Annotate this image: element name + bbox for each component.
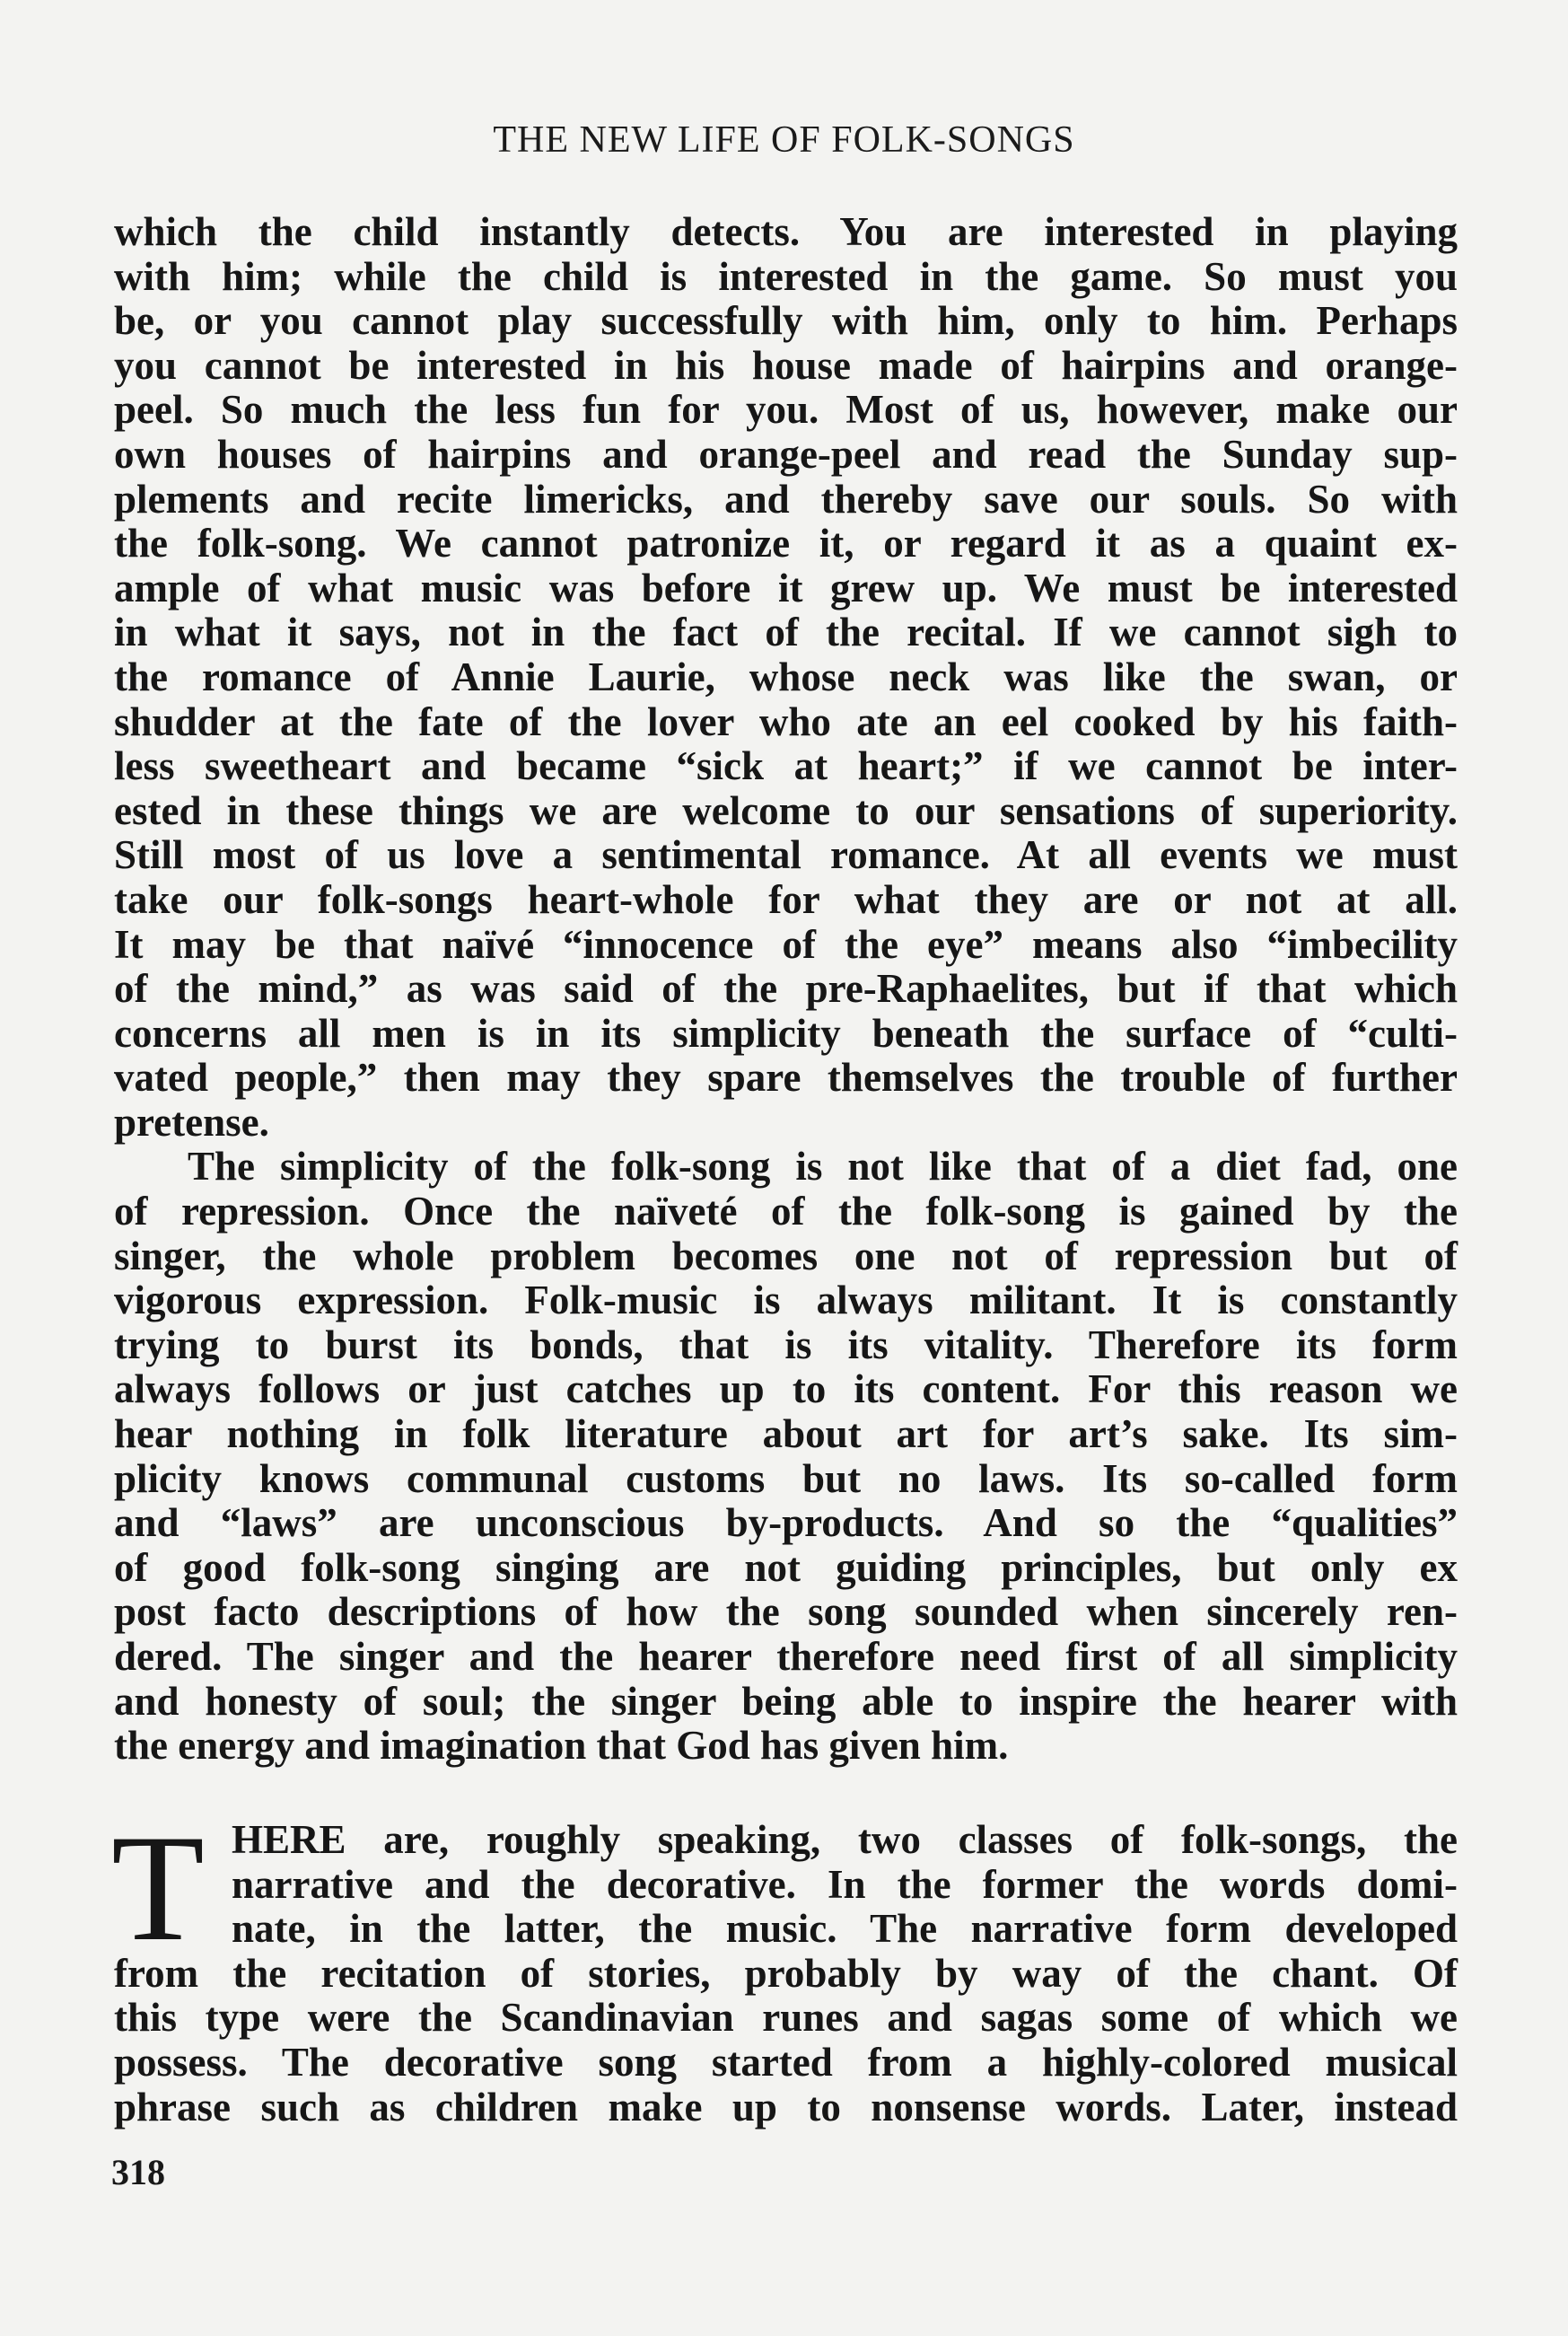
text-line: take our folk-songs heart-whole for what they are or not at all.: [114, 876, 1458, 922]
text-line: shudder at the fate of the lover who ate an eel cooked by his faith-: [114, 698, 1458, 744]
text-line: Still most of us love a sentimental romance. At all events we must: [114, 832, 1458, 878]
text-line: of repression. Once the naïveté of the folk-song is gained by the: [114, 1189, 1458, 1234]
text-line: of good folk-song singing are not guiding principles, but only ex: [114, 1544, 1458, 1590]
body-text: [114, 210, 1458, 1769]
text-line: hear nothing in folk literature about art for art’s sake. Its sim-: [114, 1411, 1458, 1457]
text-line: in what it says, not in the fact of the recital. If we cannot sigh to: [114, 610, 1458, 655]
text-line: and honesty of soul; the singer being able to inspire the hearer with: [114, 1678, 1458, 1724]
text-line: dered. The singer and the hearer therefore need first of all simplicity: [114, 1634, 1458, 1679]
text-line: always follows or just catches up to its content. For this reason we: [114, 1366, 1458, 1412]
text-line: the energy and imagination that God has given him.: [114, 1723, 1009, 1769]
text-line: pretense.: [114, 1099, 269, 1145]
text-line: the folk-song. We cannot patronize it, or regard it as a quaint ex-: [114, 521, 1458, 566]
text-line: less sweetheart and became “sick at heart;” if we cannot be inter-: [114, 743, 1458, 789]
text-line: plicity knows communal customs but no laws. Its so-called form: [114, 1455, 1458, 1501]
text-line: ample of what music was before it grew up. We must be interested: [114, 565, 1458, 610]
text-line: trying to burst its bonds, that is its vitality. Therefore its form: [114, 1322, 1458, 1367]
text-line: nate, in the latter, the music. The narrative form developed: [232, 1906, 1458, 1952]
text-line: from the recitation of stories, probably by way of the chant. Of: [114, 1950, 1458, 1996]
text-line: which the child instantly detects. You are interested in playing: [114, 209, 1458, 254]
text-line: concerns all men is in its simplicity beneath the surface of “culti-: [114, 1010, 1458, 1056]
page-number: 318: [111, 2152, 165, 2192]
text-line: with him; while the child is interested in the game. So must you: [114, 253, 1458, 299]
text-line: and “laws” are unconscious by-products. And so the “qualities”: [114, 1500, 1458, 1546]
text-line: singer, the whole problem becomes one not of repression but of: [114, 1233, 1458, 1278]
text-line: possess. The decorative song started from a highly-colored musical: [114, 2039, 1458, 2085]
text-line: phrase such as children make up to nonsense words. Later, instead: [114, 2084, 1458, 2130]
text-line: narrative and the decorative. In the former the words domi-: [232, 1861, 1458, 1907]
drop-cap: T: [111, 1804, 205, 1972]
text-line: The simplicity of the folk-song is not like that of a diet fad, one: [188, 1144, 1458, 1190]
section-text: [114, 1818, 1458, 2130]
text-line: HERE are, roughly speaking, two classes of folk-songs, the: [232, 1817, 1458, 1862]
text-line: own houses of hairpins and orange-peel and read the Sunday sup-: [114, 431, 1458, 477]
running-title: THE NEW LIFE OF FOLK-SONGS: [493, 119, 1075, 161]
text-line: vated people,” then may they spare themselves the trouble of further: [114, 1055, 1458, 1101]
text-line: plements and recite limericks, and thereby save our souls. So with: [114, 476, 1458, 522]
text-line: It may be that naïvé “innocence of the eye” means also “imbecility: [114, 921, 1458, 967]
text-line: be, or you cannot play successfully with him, only to him. Perhaps: [114, 298, 1458, 344]
text-line: you cannot be interested in his house made of hairpins and orange-: [114, 342, 1458, 388]
text-line: the romance of Annie Laurie, whose neck was like the swan, or: [114, 654, 1458, 699]
text-line: of the mind,” as was said of the pre-Raphaelites, but if that which: [114, 966, 1458, 1012]
text-line: vigorous expression. Folk-music is always militant. It is constantly: [114, 1278, 1458, 1323]
text-line: ested in these things we are welcome to our sensations of superiority.: [114, 787, 1458, 833]
text-line: post facto descriptions of how the song sounded when sincerely ren-: [114, 1589, 1458, 1635]
text-line: this type were the Scandinavian runes and sagas some of which we: [114, 1995, 1458, 2041]
text-line: peel. So much the less fun for you. Most of us, however, make our: [114, 387, 1458, 433]
